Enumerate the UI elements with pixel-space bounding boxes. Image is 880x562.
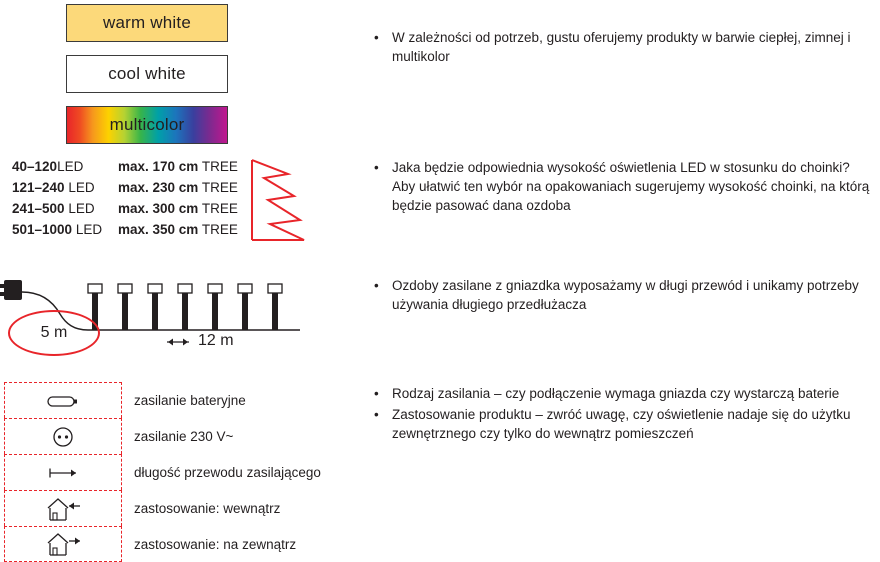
legend-label: zasilanie 230 V~: [134, 428, 234, 444]
bullet-text: Rodzaj zasilania – czy podłączenie wymaga gniazda czy wystarczą baterie: [392, 386, 840, 401]
led-tree-label: TREE: [201, 180, 238, 195]
bullet-marker: •: [374, 30, 379, 45]
led-count-unit: LED: [75, 222, 103, 237]
list-item: [366, 276, 874, 314]
led-count-value: 40–120: [12, 159, 58, 174]
power-socket-icon: [4, 418, 122, 454]
badge-warm-white-label: warm white: [103, 13, 191, 32]
bullet-text: W zależności od potrzeb, gustu oferujemy produkty w barwie ciepłej, zimnej i multikolor: [392, 30, 851, 64]
list-item: [366, 158, 874, 215]
table-row: [12, 221, 240, 239]
badge-cool-white: [66, 55, 228, 93]
badge-multicolor: [66, 106, 228, 144]
led-max-value: max. 300 cm: [118, 201, 199, 216]
bullet-group-power: [366, 384, 874, 445]
bullet-group-cable: [366, 276, 874, 316]
christmas-tree-icon: [248, 158, 308, 247]
bullet-text: Ozdoby zasilane z gniazdka wyposażamy w długi przewód i unikamy potrzeby używania długiego przedłużacza: [392, 278, 859, 312]
bullet-text: Zastosowanie produktu – zwróć uwagę, czy oświetlenie nadaje się do użytku zewnętrznego czy tylko do wewnątrz pomieszczeń: [392, 407, 851, 441]
legend-label: zasilanie bateryjne: [134, 392, 246, 408]
string-length-arrow-icon: [163, 335, 193, 354]
bullet-marker: •: [374, 407, 379, 422]
table-row: [12, 158, 240, 176]
bullet-marker: •: [374, 160, 379, 175]
led-count-cell: [12, 158, 118, 176]
led-count-cell: [12, 200, 118, 218]
led-count-cell: [12, 221, 118, 239]
table-row: [12, 200, 240, 218]
led-count-value: 501–1000: [12, 222, 73, 237]
badge-multicolor-label: multicolor: [109, 115, 185, 134]
led-count-unit: LED: [68, 180, 95, 195]
led-tree-label: TREE: [201, 222, 238, 237]
led-max-cell: [118, 221, 240, 239]
led-max-value: max. 230 cm: [118, 180, 199, 195]
bullet-group-height: [366, 158, 874, 217]
led-count-unit: LED: [57, 159, 84, 174]
plug-icon: [0, 280, 22, 300]
led-count-value: 121–240: [12, 180, 65, 195]
right-column: [366, 0, 880, 552]
bullet-marker: •: [374, 386, 379, 401]
battery-icon: [4, 382, 122, 418]
left-column: [0, 0, 360, 552]
led-max-value: max. 350 cm: [118, 222, 199, 237]
led-max-cell: [118, 179, 240, 197]
led-max-cell: [118, 158, 240, 176]
list-item: [4, 418, 354, 454]
list-item: [366, 384, 874, 403]
led-tree-label: TREE: [201, 201, 238, 216]
list-item: [4, 454, 354, 490]
cable-length-diagram: [0, 262, 350, 372]
led-max-cell: [118, 200, 240, 218]
led-count-cell: [12, 179, 118, 197]
string-length-label: 12 m: [198, 332, 234, 349]
led-height-table: [12, 158, 240, 242]
badge-warm-white: [66, 4, 228, 42]
bullet-text: Jaka będzie odpowiednia wysokość oświetlenia LED w stosunku do choinki? Aby ułatwić ten wybór na opakowaniach sugerujemy wysokość choinki, na którą będzie pasować dana ozdoba: [392, 160, 870, 213]
house-indoor-icon: [4, 490, 122, 526]
list-item: [366, 28, 874, 66]
house-outdoor-icon: [4, 526, 122, 562]
bullet-group-colors: [366, 28, 874, 68]
legend-label: zastosowanie: wewnątrz: [134, 500, 281, 516]
list-item: [4, 526, 354, 562]
symbol-legend: [4, 382, 354, 562]
lead-length-label: 5 m: [40, 324, 68, 341]
length-arrow-icon: [4, 454, 122, 490]
list-item: [366, 405, 874, 443]
list-item: [4, 490, 354, 526]
color-badge-list: [66, 4, 236, 157]
led-count-value: 241–500: [12, 201, 65, 216]
led-count-unit: LED: [68, 201, 95, 216]
led-tree-label: TREE: [201, 159, 238, 174]
badge-cool-white-label: cool white: [108, 64, 186, 83]
legend-label: zastosowanie: na zewnątrz: [134, 536, 297, 552]
legend-label: długość przewodu zasilającego: [134, 464, 321, 480]
table-row: [12, 179, 240, 197]
led-max-value: max. 170 cm: [118, 159, 199, 174]
list-item: [4, 382, 354, 418]
bullet-marker: •: [374, 278, 379, 293]
